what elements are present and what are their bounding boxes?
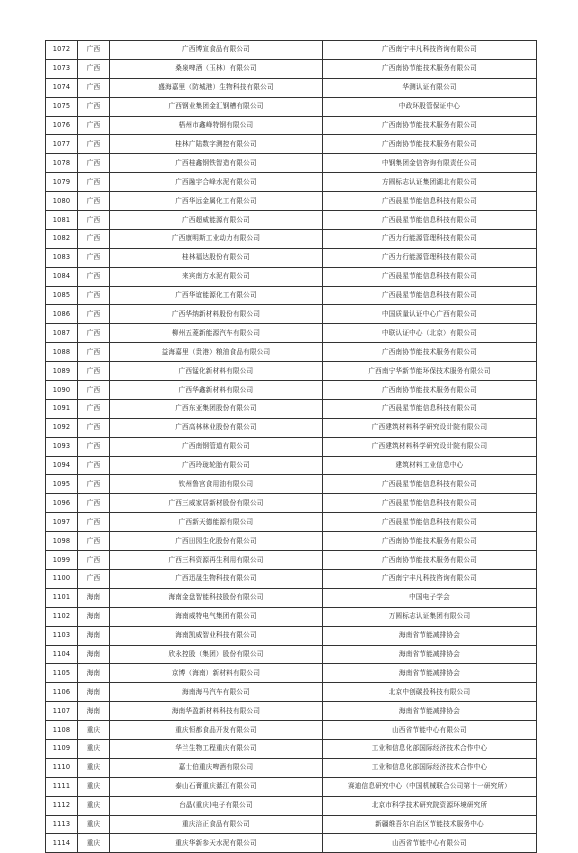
row-region: 广西 — [78, 532, 110, 551]
table-row — [46, 532, 537, 551]
row-company: 广西华谊能源化工有限公司 — [110, 286, 323, 305]
row-organization: 工业和信息化部国际经济技术合作中心 — [323, 758, 537, 777]
row-organization: 广西力行能源管理科技有限公司 — [323, 248, 537, 267]
row-organization: 广西南协节能技术服务有限公司 — [323, 59, 537, 78]
row-number: 1113 — [46, 815, 78, 834]
table-row — [46, 116, 537, 135]
row-region: 广西 — [78, 324, 110, 343]
row-region: 广西 — [78, 267, 110, 286]
row-company: 台晶(重庆)电子有限公司 — [110, 796, 323, 815]
table-row — [46, 569, 537, 588]
row-region: 重庆 — [78, 739, 110, 758]
row-region: 广西 — [78, 248, 110, 267]
row-region: 海南 — [78, 683, 110, 702]
row-company: 海南华盈新材料科技有限公司 — [110, 702, 323, 721]
row-company: 广西三威家居新材股份有限公司 — [110, 494, 323, 513]
row-number: 1075 — [46, 97, 78, 116]
row-organization: 中钢集团金信咨询有限责任公司 — [323, 154, 537, 173]
row-number: 1106 — [46, 683, 78, 702]
table-row — [46, 834, 537, 853]
row-organization: 广西晨星节能信息科技有限公司 — [323, 494, 537, 513]
row-number: 1074 — [46, 78, 78, 97]
row-number: 1090 — [46, 381, 78, 400]
row-region: 广西 — [78, 173, 110, 192]
row-organization: 工业和信息化部国际经济技术合作中心 — [323, 739, 537, 758]
row-company: 广西南钢管道有限公司 — [110, 437, 323, 456]
table-row — [46, 78, 537, 97]
row-organization: 海南省节能减排协会 — [323, 645, 537, 664]
row-company: 广西锰化新材料有限公司 — [110, 362, 323, 381]
row-company: 重庆恒都食品开发有限公司 — [110, 721, 323, 740]
table-row — [46, 211, 537, 230]
row-region: 广西 — [78, 418, 110, 437]
row-number: 1111 — [46, 777, 78, 796]
table-row — [46, 588, 537, 607]
table-row — [46, 551, 537, 570]
row-number: 1109 — [46, 739, 78, 758]
row-organization: 广西南协节能技术服务有限公司 — [323, 532, 537, 551]
row-region: 海南 — [78, 645, 110, 664]
row-organization: 中联认证中心（北京）有限公司 — [323, 324, 537, 343]
row-company: 广西钢业集团金汇钢槽有限公司 — [110, 97, 323, 116]
row-organization: 广西晨星节能信息科技有限公司 — [323, 192, 537, 211]
row-number: 1087 — [46, 324, 78, 343]
row-company: 柳州五菱新能源汽车有限公司 — [110, 324, 323, 343]
row-organization: 广西晨星节能信息科技有限公司 — [323, 267, 537, 286]
row-company: 广西华鑫新材料有限公司 — [110, 381, 323, 400]
row-region: 重庆 — [78, 796, 110, 815]
row-organization: 广西南宁华新节能环保技术服务有限公司 — [323, 362, 537, 381]
table-row — [46, 796, 537, 815]
table-row — [46, 456, 537, 475]
table-row — [46, 229, 537, 248]
row-region: 重庆 — [78, 834, 110, 853]
row-company: 泰山石膏重庆綦江有限公司 — [110, 777, 323, 796]
table-row — [46, 437, 537, 456]
row-region: 广西 — [78, 494, 110, 513]
row-company: 广西华纳新材料股份有限公司 — [110, 305, 323, 324]
row-organization: 广西南协节能技术服务有限公司 — [323, 551, 537, 570]
row-company: 益海嘉里（贵港）粮油食品有限公司 — [110, 343, 323, 362]
row-number: 1104 — [46, 645, 78, 664]
row-organization: 广西南宁丰凡科技咨询有限公司 — [323, 41, 537, 60]
row-company: 盛海嘉里（防城港）生物科技有限公司 — [110, 78, 323, 97]
table-row — [46, 154, 537, 173]
row-region: 广西 — [78, 229, 110, 248]
row-region: 广西 — [78, 437, 110, 456]
row-organization: 海南省节能减排协会 — [323, 664, 537, 683]
table-row — [46, 683, 537, 702]
row-number: 1076 — [46, 116, 78, 135]
row-number: 1096 — [46, 494, 78, 513]
row-region: 广西 — [78, 154, 110, 173]
enterprise-list-table — [45, 40, 537, 853]
row-number: 1086 — [46, 305, 78, 324]
row-region: 广西 — [78, 78, 110, 97]
row-organization: 华测认证有限公司 — [323, 78, 537, 97]
row-number: 1093 — [46, 437, 78, 456]
row-company: 华兰生物工程重庆有限公司 — [110, 739, 323, 758]
row-company: 广西融宇合峰水泥有限公司 — [110, 173, 323, 192]
table-row — [46, 645, 537, 664]
row-number: 1083 — [46, 248, 78, 267]
table-row — [46, 739, 537, 758]
row-number: 1112 — [46, 796, 78, 815]
table-row — [46, 626, 537, 645]
row-organization: 海南省节能减排协会 — [323, 626, 537, 645]
row-region: 广西 — [78, 305, 110, 324]
row-organization: 中国质量认证中心广西有限公司 — [323, 305, 537, 324]
table-row — [46, 286, 537, 305]
table-row — [46, 97, 537, 116]
row-number: 1110 — [46, 758, 78, 777]
row-organization: 广西建筑材料科学研究设计院有限公司 — [323, 418, 537, 437]
row-number: 1089 — [46, 362, 78, 381]
row-organization: 广西晨星节能信息科技有限公司 — [323, 211, 537, 230]
row-region: 广西 — [78, 116, 110, 135]
row-company: 梧州市鑫峰特钢有限公司 — [110, 116, 323, 135]
row-number: 1082 — [46, 229, 78, 248]
row-number: 1094 — [46, 456, 78, 475]
table-row — [46, 418, 537, 437]
row-number: 1099 — [46, 551, 78, 570]
row-number: 1077 — [46, 135, 78, 154]
row-number: 1088 — [46, 343, 78, 362]
row-company: 海南威特电气集团有限公司 — [110, 607, 323, 626]
row-company: 京博（海南）新材料有限公司 — [110, 664, 323, 683]
row-number: 1085 — [46, 286, 78, 305]
row-organization: 广西南协节能技术服务有限公司 — [323, 116, 537, 135]
table-row — [46, 135, 537, 154]
row-organization: 广西晨星节能信息科技有限公司 — [323, 475, 537, 494]
row-region: 海南 — [78, 626, 110, 645]
row-region: 广西 — [78, 192, 110, 211]
row-region: 广西 — [78, 211, 110, 230]
row-company: 海南海马汽车有限公司 — [110, 683, 323, 702]
row-company: 广西华远金属化工有限公司 — [110, 192, 323, 211]
row-number: 1091 — [46, 399, 78, 418]
row-company: 广西东亚集团股份有限公司 — [110, 399, 323, 418]
row-region: 广西 — [78, 59, 110, 78]
row-region: 广西 — [78, 343, 110, 362]
table-body — [46, 41, 537, 853]
row-organization: 赛迪信息研究中心（中国机械联合公司第十一研究所） — [323, 777, 537, 796]
row-company: 嘉士伯重庆啤酒有限公司 — [110, 758, 323, 777]
row-number: 1079 — [46, 173, 78, 192]
row-number: 1097 — [46, 513, 78, 532]
row-region: 广西 — [78, 513, 110, 532]
row-organization: 北京中创碳投科技有限公司 — [323, 683, 537, 702]
row-organization: 广西力行能源管理科技有限公司 — [323, 229, 537, 248]
row-organization: 新疆维吾尔自治区节能技术服务中心 — [323, 815, 537, 834]
row-region: 广西 — [78, 362, 110, 381]
table-row — [46, 494, 537, 513]
row-company: 广西高林林业股份有限公司 — [110, 418, 323, 437]
row-number: 1107 — [46, 702, 78, 721]
table-row — [46, 381, 537, 400]
row-company: 海南凯威智业科技有限公司 — [110, 626, 323, 645]
table-row — [46, 248, 537, 267]
row-organization: 广西晨星节能信息科技有限公司 — [323, 286, 537, 305]
row-company: 广西超威能源有限公司 — [110, 211, 323, 230]
row-company: 广西桂鑫钢铁智造有限公司 — [110, 154, 323, 173]
row-company: 广西迅晟生物科技有限公司 — [110, 569, 323, 588]
row-company: 海南金盘智能科技股份有限公司 — [110, 588, 323, 607]
row-organization: 山西省节能中心有限公司 — [323, 834, 537, 853]
row-organization: 北京市科学技术研究院资源环境研究所 — [323, 796, 537, 815]
row-number: 1101 — [46, 588, 78, 607]
row-region: 广西 — [78, 569, 110, 588]
row-organization: 海南省节能减排协会 — [323, 702, 537, 721]
row-number: 1072 — [46, 41, 78, 60]
row-company: 广西康明斯工业动力有限公司 — [110, 229, 323, 248]
table-row — [46, 59, 537, 78]
row-company: 广西新天德能源有限公司 — [110, 513, 323, 532]
table-row — [46, 399, 537, 418]
row-number: 1102 — [46, 607, 78, 626]
row-region: 海南 — [78, 702, 110, 721]
row-organization: 广西南协节能技术服务有限公司 — [323, 381, 537, 400]
row-region: 广西 — [78, 97, 110, 116]
row-number: 1080 — [46, 192, 78, 211]
row-organization: 广西建筑材料科学研究设计院有限公司 — [323, 437, 537, 456]
row-region: 广西 — [78, 135, 110, 154]
table-row — [46, 513, 537, 532]
table-row — [46, 41, 537, 60]
row-region: 广西 — [78, 456, 110, 475]
row-organization: 方圆标志认证集团湖北有限公司 — [323, 173, 537, 192]
row-region: 广西 — [78, 41, 110, 60]
row-region: 广西 — [78, 381, 110, 400]
row-company: 广西三科资源再生利用有限公司 — [110, 551, 323, 570]
row-organization: 广西南协节能技术服务有限公司 — [323, 343, 537, 362]
row-region: 广西 — [78, 399, 110, 418]
row-company: 广西玲珑轮胎有限公司 — [110, 456, 323, 475]
table-row — [46, 324, 537, 343]
row-number: 1092 — [46, 418, 78, 437]
row-company: 桂林广陆数字测控有限公司 — [110, 135, 323, 154]
row-region: 重庆 — [78, 777, 110, 796]
table-row — [46, 362, 537, 381]
row-organization: 山西省节能中心有限公司 — [323, 721, 537, 740]
row-region: 重庆 — [78, 758, 110, 777]
table-row — [46, 173, 537, 192]
row-company: 欣永控股（集团）股份有限公司 — [110, 645, 323, 664]
row-region: 重庆 — [78, 815, 110, 834]
row-region: 海南 — [78, 607, 110, 626]
row-region: 广西 — [78, 475, 110, 494]
table-row — [46, 664, 537, 683]
table-row — [46, 721, 537, 740]
row-company: 广西田园生化股份有限公司 — [110, 532, 323, 551]
row-organization: 中国电子学会 — [323, 588, 537, 607]
row-region: 海南 — [78, 664, 110, 683]
row-region: 广西 — [78, 286, 110, 305]
row-number: 1105 — [46, 664, 78, 683]
table-row — [46, 777, 537, 796]
row-organization: 广西南协节能技术服务有限公司 — [323, 135, 537, 154]
table-row — [46, 192, 537, 211]
row-organization: 万圆标志认证集团有限公司 — [323, 607, 537, 626]
row-organization: 广西南宁丰凡科技咨询有限公司 — [323, 569, 537, 588]
table-row — [46, 607, 537, 626]
table-row — [46, 343, 537, 362]
row-organization: 建筑材料工业信息中心 — [323, 456, 537, 475]
table-row — [46, 267, 537, 286]
row-number: 1114 — [46, 834, 78, 853]
row-organization: 广西晨星节能信息科技有限公司 — [323, 399, 537, 418]
row-company: 钦州鲁宫食用油有限公司 — [110, 475, 323, 494]
table-row — [46, 702, 537, 721]
row-region: 广西 — [78, 551, 110, 570]
row-company: 重庆涪正食品有限公司 — [110, 815, 323, 834]
table-row — [46, 758, 537, 777]
row-number: 1078 — [46, 154, 78, 173]
row-number: 1095 — [46, 475, 78, 494]
row-number: 1100 — [46, 569, 78, 588]
row-organization: 广西晨星节能信息科技有限公司 — [323, 513, 537, 532]
row-number: 1103 — [46, 626, 78, 645]
row-number: 1073 — [46, 59, 78, 78]
row-region: 重庆 — [78, 721, 110, 740]
row-company: 桂林福达股份有限公司 — [110, 248, 323, 267]
table-row — [46, 305, 537, 324]
row-number: 1081 — [46, 211, 78, 230]
row-company: 桑泉啤酒（玉林）有限公司 — [110, 59, 323, 78]
row-organization: 中政环股管保证中心 — [323, 97, 537, 116]
row-number: 1098 — [46, 532, 78, 551]
row-number: 1084 — [46, 267, 78, 286]
row-company: 重庆华新参天水泥有限公司 — [110, 834, 323, 853]
row-company: 来宾南方水泥有限公司 — [110, 267, 323, 286]
row-company: 广西博宣食品有限公司 — [110, 41, 323, 60]
row-number: 1108 — [46, 721, 78, 740]
row-region: 海南 — [78, 588, 110, 607]
table-row — [46, 475, 537, 494]
